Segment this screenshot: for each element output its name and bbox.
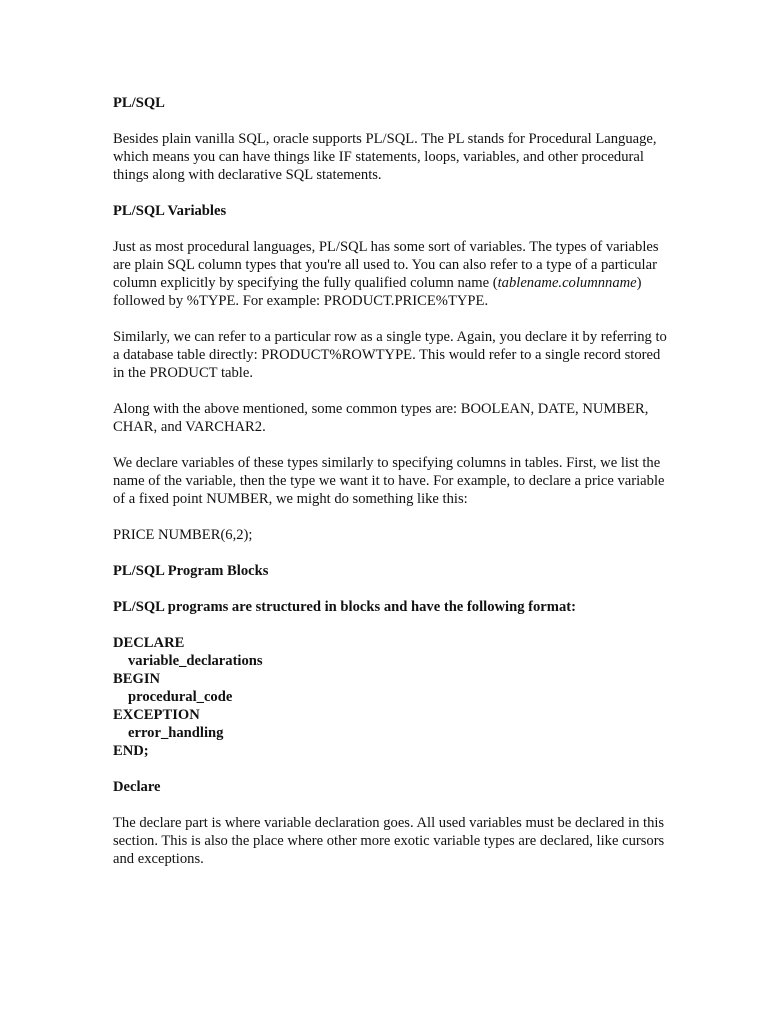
heading-program-blocks: PL/SQL Program Blocks bbox=[113, 563, 269, 579]
code-line-begin: BEGIN bbox=[113, 671, 161, 687]
paragraph-declare-variables: We declare variables of these types similarly to specifying columns in tables. First, we list the name of the variable, then the type we want it to have. For example, to declare a price variable of a fixed point NUMBER, we might do something like this: bbox=[113, 455, 665, 507]
code-line-error-handling: error_handling bbox=[128, 725, 224, 741]
heading-plsql: PL/SQL bbox=[113, 95, 165, 111]
document-page bbox=[113, 94, 673, 886]
paragraph-declare-part: The declare part is where variable declaration goes. All used variables must be declared in this section. This is also the place where other more exotic variable types are declared, like cursors and exceptions. bbox=[113, 815, 665, 867]
paragraph-variables-part1: Just as most procedural languages, PL/SQL has some sort of variables. The types of variables are plain SQL column types that you're all used to. You can also refer to a type of a particular column explicitly by specifying the fully qualified column name ( bbox=[113, 239, 659, 291]
paragraph-rowtype: Similarly, we can refer to a particular row as a single type. Again, you declare it by referring to a database table directly: PRODUCT%ROWTYPE. This would refer to a single record stored in the PRODUCT table. bbox=[113, 329, 667, 381]
paragraph-variables bbox=[113, 238, 673, 310]
code-line-procedural-code: procedural_code bbox=[128, 689, 233, 705]
paragraph-intro: Besides plain vanilla SQL, oracle supports PL/SQL. The PL stands for Procedural Language, which means you can have things like IF statements, loops, variables, and other procedural things along with declarative SQL statements. bbox=[113, 131, 657, 183]
code-block-structure bbox=[113, 634, 673, 760]
paragraph-common-types: Along with the above mentioned, some common types are: BOOLEAN, DATE, NUMBER, CHAR, and VARCHAR2. bbox=[113, 401, 649, 435]
code-line-end: END; bbox=[113, 743, 149, 759]
heading-blocks-format: PL/SQL programs are structured in blocks and have the following format: bbox=[113, 599, 576, 615]
paragraph-price-example: PRICE NUMBER(6,2); bbox=[113, 527, 253, 543]
code-line-variable-declarations: variable_declarations bbox=[128, 653, 263, 669]
code-line-exception: EXCEPTION bbox=[113, 707, 200, 723]
paragraph-variables-emphasis: tablename.columnname bbox=[497, 275, 637, 291]
heading-declare: Declare bbox=[113, 779, 161, 795]
heading-plsql-variables: PL/SQL Variables bbox=[113, 203, 227, 219]
code-line-declare: DECLARE bbox=[113, 635, 185, 651]
paragraph-variables-part2: ) followed by %TYPE. For example: PRODUCT.PRICE%TYPE. bbox=[113, 275, 642, 309]
